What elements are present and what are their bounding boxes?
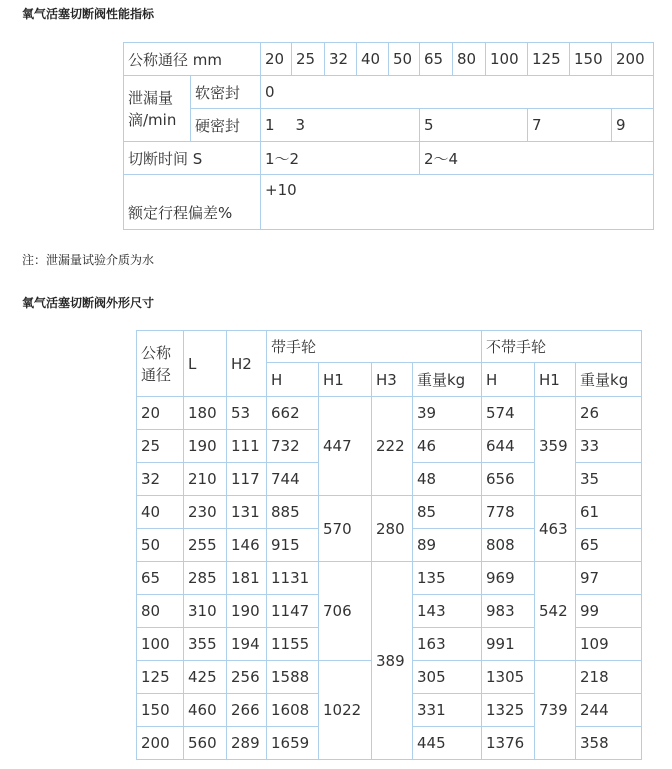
- cutoff-time-value: 2～4: [420, 142, 654, 175]
- no-handwheel-weight-cell: 97: [576, 562, 642, 595]
- weight-cell: 48: [413, 463, 482, 496]
- H2-cell: 266: [227, 694, 267, 727]
- weight-header: 重量kg: [413, 363, 482, 397]
- no-handwheel-H-cell: 991: [482, 628, 535, 661]
- dn-cell: 125: [137, 661, 184, 694]
- soft-seal-value: 0: [261, 76, 654, 109]
- nominal-size-row: [124, 43, 654, 76]
- H-cell: 1147: [267, 595, 319, 628]
- weight-cell: 39: [413, 397, 482, 430]
- hard-seal-value: 7: [528, 109, 612, 142]
- no-handwheel-H-cell: 983: [482, 595, 535, 628]
- no-handwheel-weight-cell: 218: [576, 661, 642, 694]
- H3-group-cell: 222: [372, 397, 413, 496]
- L-cell: 255: [184, 529, 227, 562]
- hard-seal-value: 9: [612, 109, 654, 142]
- H2-cell: 194: [227, 628, 267, 661]
- nominal-size-cell: 200: [612, 43, 654, 76]
- no-handwheel-H1-group-cell: 739: [535, 661, 576, 760]
- weight-cell: 89: [413, 529, 482, 562]
- no-handwheel-H1-header: H1: [535, 363, 576, 397]
- dn-cell: 200: [137, 727, 184, 760]
- H2-cell: 53: [227, 397, 267, 430]
- H2-cell: 256: [227, 661, 267, 694]
- dn-cell: 150: [137, 694, 184, 727]
- H3-group-cell: 280: [372, 496, 413, 562]
- no-handwheel-weight-cell: 61: [576, 496, 642, 529]
- L-cell: 285: [184, 562, 227, 595]
- test-medium-note: 注：泄漏量试验介质为水: [22, 253, 155, 267]
- H-cell: 1608: [267, 694, 319, 727]
- dn-cell: 65: [137, 562, 184, 595]
- weight-cell: 46: [413, 430, 482, 463]
- H-cell: 1155: [267, 628, 319, 661]
- nominal-size-label: 公称通径 mm: [124, 43, 261, 76]
- cutoff-time-value: 1～2: [261, 142, 420, 175]
- nominal-size-cell: 100: [486, 43, 528, 76]
- L-cell: 560: [184, 727, 227, 760]
- no-handwheel-H-cell: 656: [482, 463, 535, 496]
- dn-cell: 40: [137, 496, 184, 529]
- weight-cell: 143: [413, 595, 482, 628]
- no-handwheel-weight-cell: 358: [576, 727, 642, 760]
- no-handwheel-H-header: H: [482, 363, 535, 397]
- cutoff-time-label: 切断时间 S: [124, 142, 261, 175]
- L-cell: 190: [184, 430, 227, 463]
- H2-cell: 117: [227, 463, 267, 496]
- dimensions-title: 氧气活塞切断阀外形尺寸: [22, 296, 155, 310]
- H3-group-cell: 389: [372, 562, 413, 760]
- dn-cell: 20: [137, 397, 184, 430]
- weight-cell: 163: [413, 628, 482, 661]
- L-cell: 210: [184, 463, 227, 496]
- table-row: [137, 496, 642, 529]
- soft-seal-label: 软密封: [191, 76, 261, 109]
- H-cell: 915: [267, 529, 319, 562]
- dn-cell: 32: [137, 463, 184, 496]
- stroke-deviation-label: 额定行程偏差%: [124, 175, 261, 230]
- nominal-size-cell: 65: [420, 43, 453, 76]
- H2-cell: 131: [227, 496, 267, 529]
- hard-seal-value: 1: [261, 109, 292, 142]
- H-cell: 1588: [267, 661, 319, 694]
- performance-table: [123, 42, 654, 230]
- L-header: L: [184, 331, 227, 397]
- hard-seal-label: 硬密封: [191, 109, 261, 142]
- no-handwheel-H-cell: 808: [482, 529, 535, 562]
- no-handwheel-weight-cell: 26: [576, 397, 642, 430]
- no-handwheel-weight-cell: 35: [576, 463, 642, 496]
- weight-cell: 445: [413, 727, 482, 760]
- H2-header: H2: [227, 331, 267, 397]
- no-handwheel-weight-cell: 33: [576, 430, 642, 463]
- dn-cell: 50: [137, 529, 184, 562]
- H-header: H: [267, 363, 319, 397]
- header-row-1: [137, 331, 642, 363]
- table-row: [137, 562, 642, 595]
- dn-cell: 25: [137, 430, 184, 463]
- no-handwheel-H-cell: 1376: [482, 727, 535, 760]
- no-handwheel-H-cell: 778: [482, 496, 535, 529]
- nominal-size-cell: 80: [453, 43, 486, 76]
- nominal-size-cell: 25: [292, 43, 325, 76]
- H-cell: 1131: [267, 562, 319, 595]
- without-handwheel-header: 不带手轮: [482, 331, 642, 363]
- H-cell: 744: [267, 463, 319, 496]
- nominal-size-cell: 20: [261, 43, 292, 76]
- leak-rate-label: 泄漏量滴/min: [124, 76, 191, 142]
- weight-cell: 135: [413, 562, 482, 595]
- no-handwheel-H-cell: 1325: [482, 694, 535, 727]
- L-cell: 230: [184, 496, 227, 529]
- nominal-size-header: 公称通径: [137, 331, 184, 397]
- H2-cell: 190: [227, 595, 267, 628]
- L-cell: 355: [184, 628, 227, 661]
- no-handwheel-H-cell: 969: [482, 562, 535, 595]
- L-cell: 425: [184, 661, 227, 694]
- cutoff-time-row: [124, 142, 654, 175]
- soft-seal-row: [124, 76, 654, 109]
- with-handwheel-header: 带手轮: [267, 331, 482, 363]
- weight-cell: 85: [413, 496, 482, 529]
- performance-title: 氧气活塞切断阀性能指标: [22, 7, 155, 21]
- L-cell: 180: [184, 397, 227, 430]
- nominal-size-cell: 50: [389, 43, 420, 76]
- H-cell: 1659: [267, 727, 319, 760]
- no-handwheel-weight-header: 重量kg: [576, 363, 642, 397]
- nominal-size-cell: 32: [325, 43, 357, 76]
- no-handwheel-H1-group-cell: 463: [535, 496, 576, 562]
- nominal-size-cell: 150: [570, 43, 612, 76]
- no-handwheel-H-cell: 644: [482, 430, 535, 463]
- weight-cell: 305: [413, 661, 482, 694]
- dn-cell: 80: [137, 595, 184, 628]
- no-handwheel-H1-group-cell: 359: [535, 397, 576, 496]
- L-cell: 460: [184, 694, 227, 727]
- H1-header: H1: [319, 363, 372, 397]
- no-handwheel-H-cell: 1305: [482, 661, 535, 694]
- no-handwheel-weight-cell: 65: [576, 529, 642, 562]
- H1-group-cell: 447: [319, 397, 372, 496]
- H1-group-cell: 570: [319, 496, 372, 562]
- stroke-deviation-value: +10: [261, 175, 654, 230]
- no-handwheel-H-cell: 574: [482, 397, 535, 430]
- weight-cell: 331: [413, 694, 482, 727]
- no-handwheel-weight-cell: 109: [576, 628, 642, 661]
- no-handwheel-weight-cell: 244: [576, 694, 642, 727]
- dimensions-table: [136, 330, 642, 760]
- H1-group-cell: 1022: [319, 661, 372, 760]
- nominal-size-cell: 125: [528, 43, 570, 76]
- H-cell: 885: [267, 496, 319, 529]
- no-handwheel-H1-group-cell: 542: [535, 562, 576, 661]
- H2-cell: 146: [227, 529, 267, 562]
- nominal-size-cell: 40: [357, 43, 389, 76]
- dn-cell: 100: [137, 628, 184, 661]
- table-row: [137, 397, 642, 430]
- H2-cell: 181: [227, 562, 267, 595]
- H2-cell: 289: [227, 727, 267, 760]
- hard-seal-value: 5: [420, 109, 528, 142]
- no-handwheel-weight-cell: 99: [576, 595, 642, 628]
- H2-cell: 111: [227, 430, 267, 463]
- H3-header: H3: [372, 363, 413, 397]
- H-cell: 732: [267, 430, 319, 463]
- L-cell: 310: [184, 595, 227, 628]
- hard-seal-value: 3: [292, 109, 420, 142]
- stroke-deviation-row: [124, 175, 654, 230]
- H1-group-cell: 706: [319, 562, 372, 661]
- hard-seal-row: [124, 109, 654, 142]
- H-cell: 662: [267, 397, 319, 430]
